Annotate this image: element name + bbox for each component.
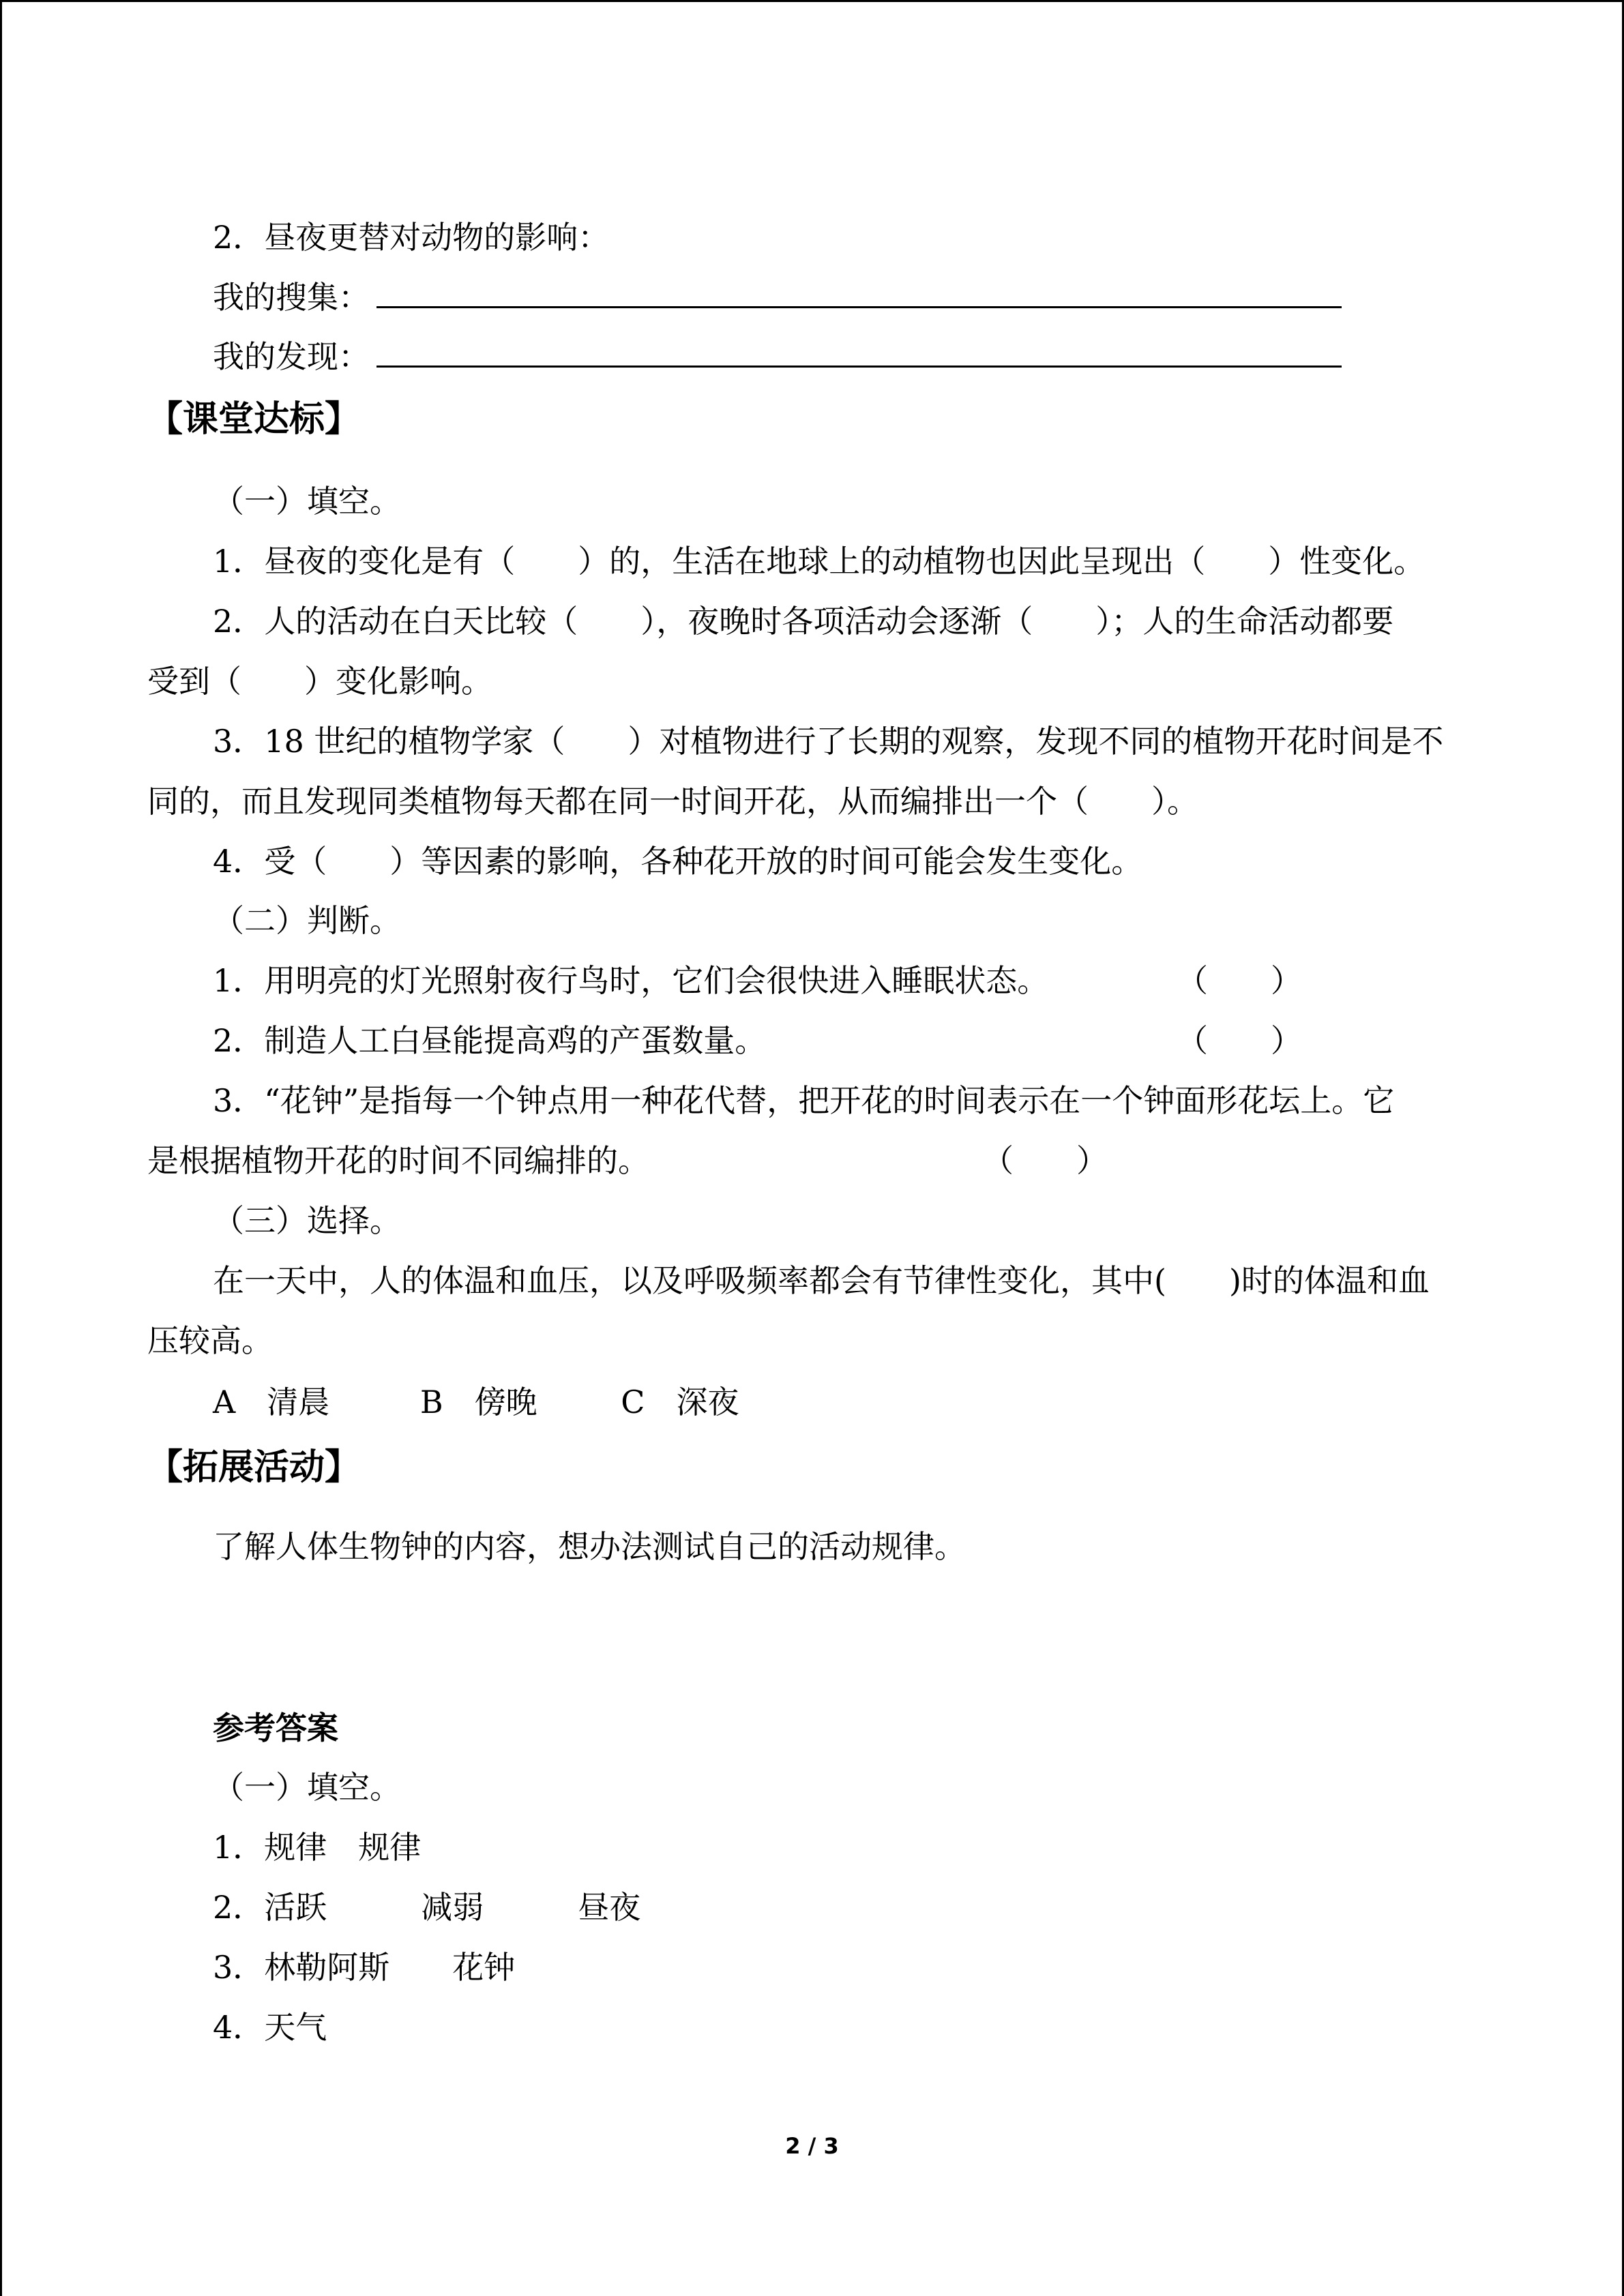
judge-q2-blank[interactable]: （ ） (1177, 1022, 1302, 1059)
judge-title: （二）判断。 (213, 902, 401, 939)
choose-question-line1: 在一天中，人的体温和血压，以及呼吸频率都会有节律性变化，其中( )时的体温和血 (213, 1262, 1430, 1299)
option-b[interactable]: B 傍晚 (419, 1384, 537, 1420)
choose-question-line2: 压较高。 (147, 1322, 273, 1359)
judge-q2: 2．制造人工白昼能提高鸡的产蛋数量。 (213, 1022, 767, 1059)
page-number: 2 / 3 (785, 2133, 839, 2159)
heading-extend: 【拓展活动】 (147, 1447, 361, 1488)
discover-answer-line[interactable] (377, 334, 1342, 368)
choose-options (213, 1382, 739, 1422)
heading-classroom: 【课堂达标】 (147, 399, 361, 440)
answers-subtitle: （一）填空。 (213, 1769, 401, 1806)
answer-1: 1．规律 规律 (213, 1829, 422, 1866)
option-c[interactable]: C 深夜 (621, 1384, 739, 1420)
extend-text: 了解人体生物钟的内容，想办法测试自己的活动规律。 (213, 1528, 966, 1565)
answers-title: 参考答案 (213, 1710, 338, 1746)
fill-title: （一）填空。 (213, 483, 401, 520)
judge-q3-line1: 3．“花钟”是指每一个钟点用一种花代替，把开花的时间表示在一个钟面形花坛上。它 (213, 1082, 1395, 1119)
answer-3: 3．林勒阿斯 花钟 (213, 1949, 516, 1986)
option-a[interactable]: A 清晨 (213, 1384, 330, 1420)
fill-q3-line2: 同的，而且发现同类植物每天都在同一时间开花，从而编排出一个（ ）。 (147, 783, 1198, 820)
section2-title: 2．昼夜更替对动物的影响： (213, 219, 610, 256)
judge-q1: 1．用明亮的灯光照射夜行鸟时，它们会很快进入睡眠状态。 (213, 962, 1049, 999)
discover-label: 我的发现： (213, 338, 370, 375)
choose-title: （三）选择。 (213, 1202, 401, 1239)
fill-q3-line1: 3．18 世纪的植物学家（ ）对植物进行了长期的观察，发现不同的植物开花时间是不 (213, 723, 1444, 760)
fill-q2-line2: 受到（ ）变化影响。 (147, 663, 492, 700)
answer-4: 4．天气 (213, 2009, 327, 2046)
fill-q4: 4．受（ ）等因素的影响，各种花开放的时间可能会发生变化。 (213, 843, 1143, 880)
judge-q3-blank[interactable]: （ ） (982, 1142, 1108, 1179)
collect-answer-line[interactable] (377, 275, 1342, 308)
answer-2: 2．活跃 减弱 昼夜 (213, 1889, 641, 1926)
collect-row (213, 275, 1342, 318)
judge-q3-line2: 是根据植物开花的时间不同编排的。 (147, 1142, 649, 1179)
discover-row (213, 334, 1342, 377)
fill-q2-line1: 2．人的活动在白天比较（ ），夜晚时各项活动会逐渐（ ）；人的生命活动都要 (213, 603, 1394, 640)
collect-label: 我的搜集： (213, 279, 370, 316)
fill-q1: 1．昼夜的变化是有（ ）的，生活在地球上的动植物也因此呈现出（ ）性变化。 (213, 543, 1426, 580)
judge-q1-blank[interactable]: （ ） (1177, 962, 1302, 999)
